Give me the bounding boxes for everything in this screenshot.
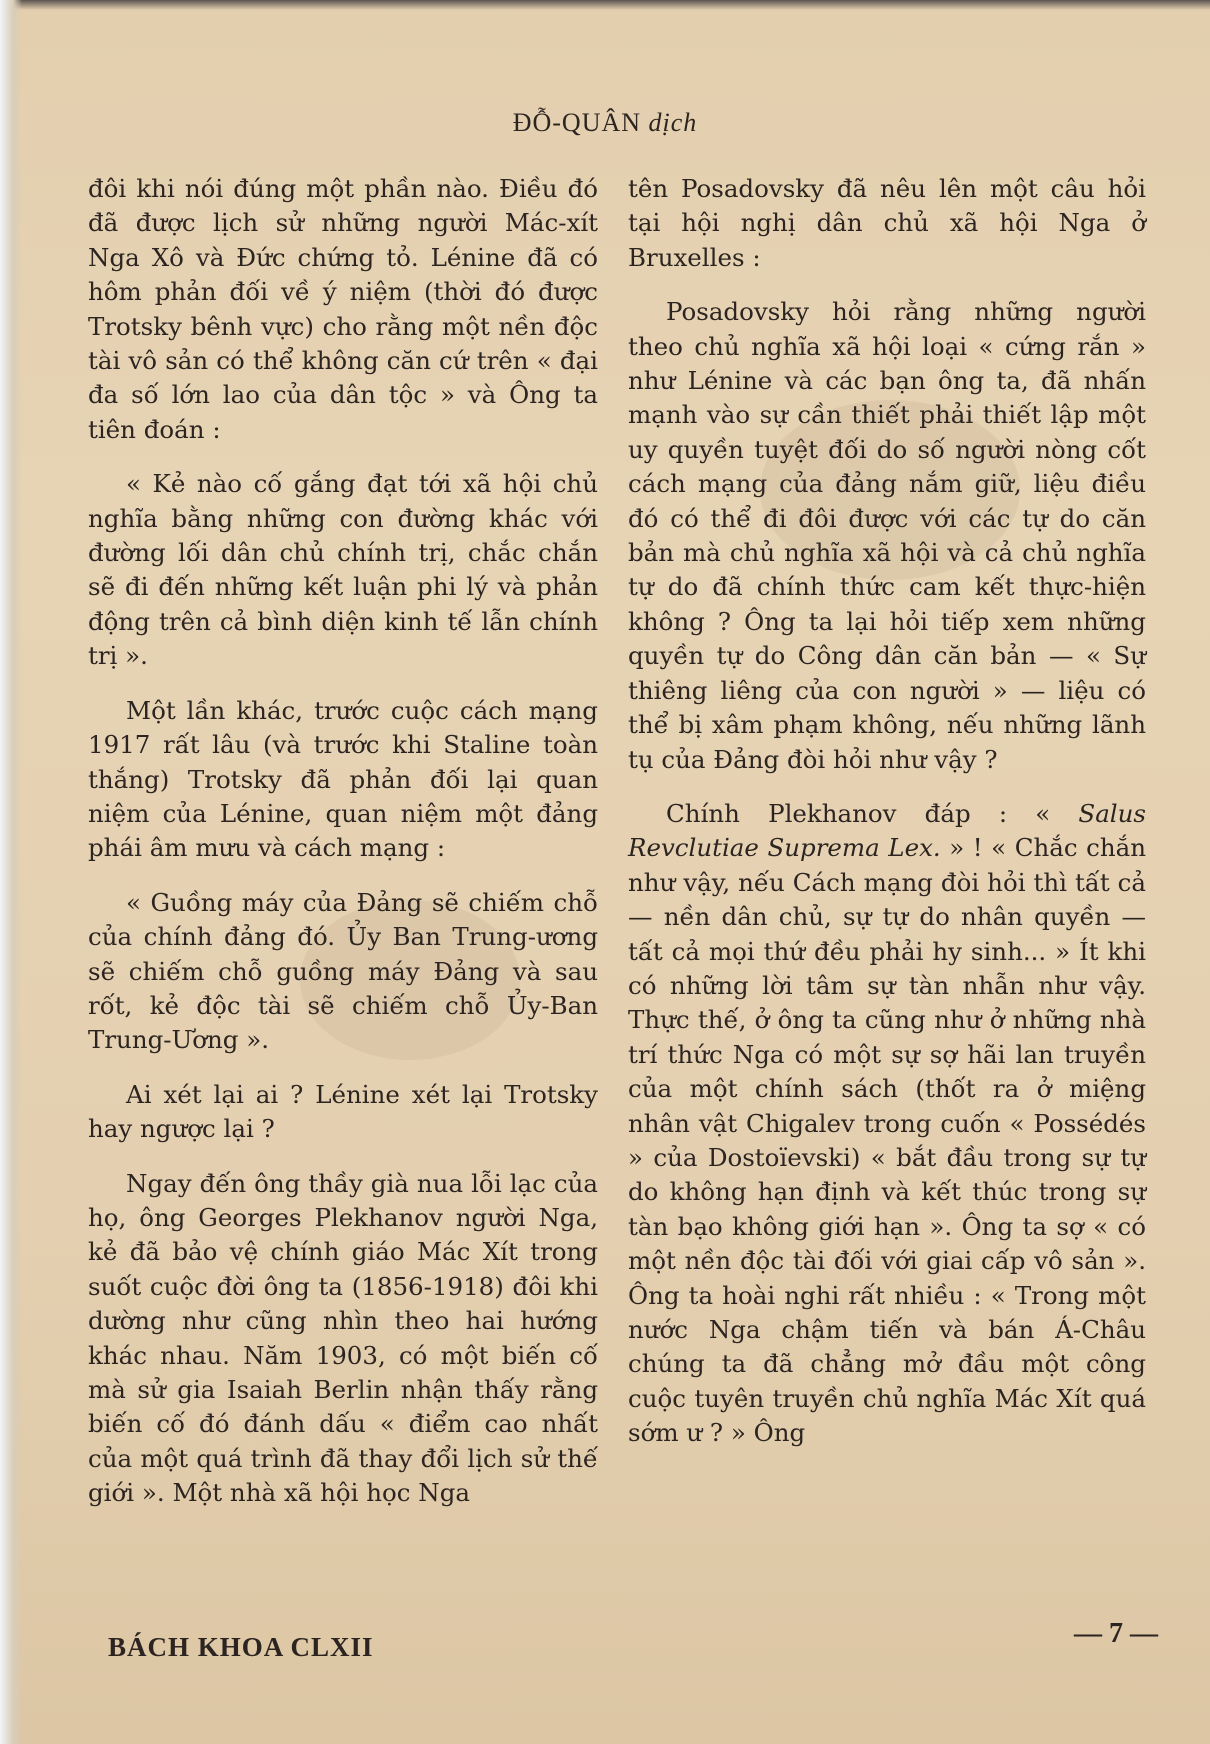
- paragraph: Ai xét lại ai ? Lénine xét lại Trotsky hay ngược lại ?: [88, 1079, 598, 1144]
- page-number: — 7 —: [1074, 1618, 1158, 1649]
- quote-paragraph: « Guồng máy của Đảng sẽ chiếm chỗ của chính đảng đó. Ủy Ban Trung-ương sẽ chiếm chỗ guồng máy Đảng và sau rốt, kẻ độc tài sẽ chiếm chỗ Ủy-Ban Trung-Ương ».: [88, 887, 598, 1055]
- paragraph-text: Chính Plekhanov đáp : «: [666, 798, 1079, 828]
- paragraph: Posadovsky hỏi rằng những người theo chủ nghĩa xã hội loại « cứng rắn » như Lénine và các bạn ông ta, đã nhấn mạnh vào sự cần thiết phải thiết lập một uy quyền tuyệt đối do số người nòng cốt cách mạng của đảng nắm giữ, liệu điều đó có thể đi đôi được với các tự do căn bản mà chủ nghĩa xã hội và cả chủ nghĩa tự do đã chính thức cam kết thực-hiện không ? Ông ta lại hỏi tiếp xem những quyền tự do Công dân căn bản — « Sự thiêng liêng của con người » — liệu có thể bị xâm phạm không, nếu những lãnh tụ của Đảng đòi hỏi như vậy ?: [628, 297, 1146, 774]
- paragraph: Ngay đến ông thầy già nua lỗi lạc của họ, ông Georges Plekhanov người Nga, kẻ đã bảo vệ chính giáo Mác Xít trong suốt cuộc đời ông ta (1856-1918) đôi khi dường như cũng nhìn theo hai hướng khác nhau. Năm 1903, có một biến cố mà sử gia Isaiah Berlin nhận thấy rằng biến cố đó đánh dấu « điểm cao nhất của một quá trình đã thay đổi lịch sử thế giới ». Một nhà xã hội học Nga: [88, 1168, 598, 1508]
- translator-name: ĐỖ-QUÂN: [512, 108, 642, 137]
- journal-footer: BÁCH KHOA CLXII: [108, 1632, 374, 1662]
- page-top-edge: [0, 0, 1210, 10]
- right-column: [628, 172, 1146, 1451]
- left-column: [88, 172, 598, 1511]
- translator-role: dịch: [648, 108, 698, 137]
- paragraph: tên Posadovsky đã nêu lên một câu hỏi tại hội nghị dân chủ xã hội Nga ở Bruxelles :: [628, 174, 1146, 272]
- page-left-edge: [0, 0, 22, 1744]
- paragraph-text: » ! « Chắc chắn như vậy, nếu Cách mạng đòi hỏi thì tất cả — nền dân chủ, sự tự do nhân quyền — tất cả mọi thứ đều phải hy sinh... » Ít khi có những lời tâm sự tàn nhẫn như vậy. Thực thế, ở ông ta cũng như ở những nhà trí thức Nga có một sự sợ hãi lan truyền của một chính sách (thốt ra ở miệng nhân vật Chigalev trong cuốn « Possédés » của Dostoïevski) « bắt đầu trong sự tự do không hạn định và kết thúc trong sự tàn bạo không giới hạn ». Ông ta sợ « có một nền độc tài đối với giai cấp vô sản ». Ông ta hoài nghi rất nhiều : « Trong một nước Nga chậm tiến và bán Á-Châu chúng ta đã chẳng mở đầu một công cuộc tuyên truyền chủ nghĩa Mác Xít quá sớm ư ? » Ông: [628, 833, 1146, 1448]
- paragraph: đôi khi nói đúng một phần nào. Điều đó đã được lịch sử những người Mác-xít Nga Xô và Đức chứng tỏ. Lénine đã có hôm phản đối về ý niệm (thời đó được Trotsky bênh vực) cho rằng một nền độc tài vô sản có thể không căn cứ trên « đại đa số lớn lao của dân tộc » và Ông ta tiên đoán :: [88, 174, 598, 444]
- latin-quote: Salus Revclutiae Suprema Lex.: [628, 798, 1146, 863]
- quote-paragraph: « Kẻ nào cố gắng đạt tới xã hội chủ nghĩa bằng những con đường khác với đường lối dân chủ chính trị, chắc chắn sẽ đi đến những kết luận phi lý và phản động trên cả bình diện kinh tế lẫn chính trị ».: [88, 469, 598, 671]
- paragraph: Một lần khác, trước cuộc cách mạng 1917 rất lâu (và trước khi Staline toàn thắng) Trotsky đã phản đối lại quan niệm của Lénine, quan niệm một đảng phái âm mưu và cách mạng :: [88, 695, 598, 863]
- running-header: [0, 108, 1210, 138]
- paragraph: [628, 797, 1146, 1451]
